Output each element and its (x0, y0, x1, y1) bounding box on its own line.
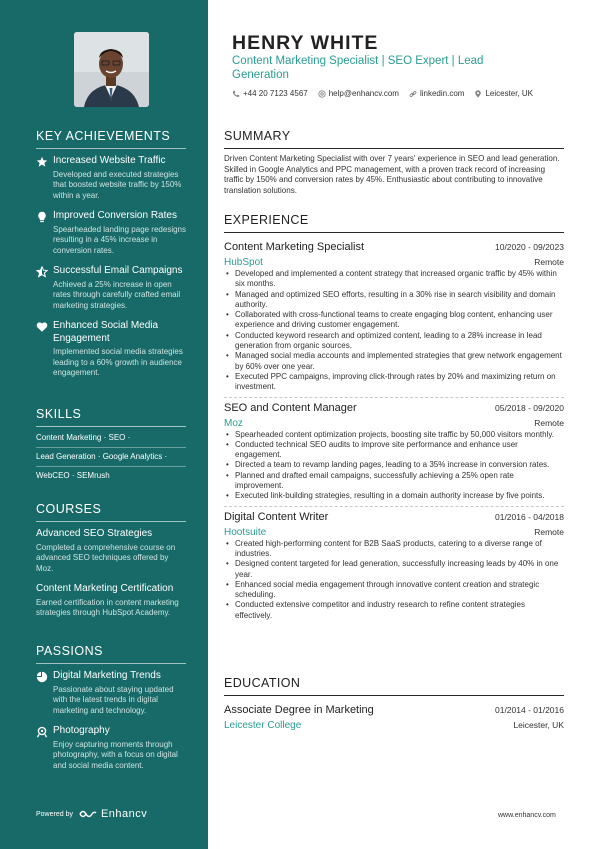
passion-desc: Enjoy capturing moments through photography, with a focus on digital and social media content. (53, 739, 178, 770)
job-entry (224, 402, 564, 507)
bullet-item: • Managed and optimized SEO efforts, resulting in a 30% rise in search visibility and domain authority. (224, 290, 564, 311)
skills-row: Content Marketing · SEO · (36, 429, 186, 448)
skills-title: SKILLS (36, 407, 186, 427)
job-entry (224, 511, 564, 625)
contact-email[interactable] (318, 89, 399, 98)
passion-item (36, 725, 186, 771)
brand-logo (79, 808, 147, 820)
degree-title: Associate Degree in Marketing (224, 704, 374, 716)
skills-row: WebCEO · SEMrush (36, 471, 110, 480)
bullet-item: • Conducted keyword research and optimized content, leading to a 28% increase in lead generation from organic sources. (224, 331, 564, 352)
headline: Content Marketing Specialist | SEO Expert | Lead Generation (232, 55, 484, 81)
link-icon (409, 90, 417, 98)
skills-section (36, 407, 186, 485)
job-location: Remote (534, 257, 564, 267)
chart-icon (36, 671, 48, 683)
job-entry (224, 241, 564, 398)
course-title: Content Marketing Certification (36, 583, 174, 594)
achievements-section (36, 129, 186, 388)
summary-section (224, 129, 564, 196)
course-item (36, 528, 186, 574)
company-name: HubSpot (224, 257, 263, 268)
passion-desc: Passionate about staying updated with the latest trends in digital marketing and technology. (53, 684, 174, 715)
powered-by-label: Powered by (36, 810, 73, 818)
courses-title: COURSES (36, 502, 186, 522)
bullet-item: • Conducted extensive competitor and industry research to refine content strategies effectively. (224, 600, 564, 621)
course-item (36, 583, 186, 619)
passion-title: Photography (53, 725, 110, 736)
summary-text: Driven Content Marketing Specialist with over 7 years' experience in SEO and lead generation. Skilled in Google Analytics and PPC management, with a proven track record of increasing traffic by 150% and conversion rates by 45%. Enthusiastic about contributing to innovative translation solutions. (224, 154, 560, 195)
experience-title: EXPERIENCE (224, 213, 564, 233)
bullet-item: • Planned and drafted email campaigns, successfully achieving a 25% open rate improvement. (224, 471, 564, 492)
job-dates: 01/2016 - 04/2018 (494, 511, 564, 522)
courses-section (36, 502, 186, 628)
achievement-desc: Achieved a 25% increase in open rates through carefully crafted email marketing strategies. (53, 279, 181, 310)
email-text: help@enhancv.com (328, 89, 399, 98)
bullet-item: • Executed PPC campaigns, improving click-through rates by 20% and maximizing return on investment. (224, 372, 564, 393)
achievement-item (36, 155, 186, 201)
location-pin-icon (474, 90, 482, 98)
course-desc: Completed a comprehensive course on advanced SEO techniques offered by Moz. (36, 542, 176, 573)
bullet-item: • Spearheaded content optimization projects, boosting site traffic by 50,000 visitors monthly. (224, 430, 564, 440)
powered-by (36, 808, 147, 820)
brand-name: Enhancv (100, 808, 148, 820)
footer-url[interactable]: www.enhancv.com (498, 812, 556, 819)
achievement-item (36, 265, 186, 311)
bullet-item: • Enhanced social media engagement through innovative content creation and strategic scheduling. (224, 580, 564, 601)
contact-linkedin[interactable] (409, 89, 464, 98)
course-title: Advanced SEO Strategies (36, 528, 153, 539)
job-location: Remote (534, 417, 564, 428)
job-bullets (224, 269, 564, 398)
bullet-item: • Collaborated with cross-functional teams to create engaging blog content, enhancing user experience and driving customer engagement. (224, 310, 564, 331)
bullet-item: • Directed a team to revamp landing pages, leading to a 35% increase in conversion rates. (224, 460, 564, 470)
achievements-title: KEY ACHIEVEMENTS (36, 129, 186, 149)
enhancv-logo-icon (79, 809, 97, 819)
star-icon (36, 156, 48, 168)
achievement-title: Enhanced Social Media Engagement (53, 320, 159, 344)
course-desc: Earned certification in content marketing strategies through HubSpot Academy. (36, 597, 179, 617)
education-title: EDUCATION (224, 676, 564, 696)
passions-title: PASSIONS (36, 644, 186, 664)
education-location: Leicester, UK (513, 720, 564, 730)
job-bullets (224, 430, 564, 507)
achievement-item (36, 210, 186, 256)
job-location: Remote (534, 526, 564, 537)
sidebar (0, 0, 208, 849)
bullet-item: • Designed content targeted for lead generation, successfully increasing leads by 40% in one year. (224, 559, 564, 580)
summary-title: SUMMARY (224, 129, 564, 149)
lightbulb-icon (36, 211, 48, 223)
bullet-item: • Created high-performing content for B2B SaaS products, catering to a diverse range of industries. (224, 539, 564, 560)
achievement-title: Successful Email Campaigns (53, 265, 183, 276)
bullet-item: • Executed link-building strategies, resulting in a domain authority increase by five points. (224, 491, 564, 501)
contact-location (474, 89, 533, 98)
linkedin-text: linkedin.com (419, 89, 465, 98)
job-title: Digital Content Writer (224, 510, 329, 523)
achievement-desc: Implemented social media strategies leading to a 60% growth in audience engagement. (53, 347, 183, 377)
education-dates: 01/2014 - 01/2016 (494, 705, 564, 715)
company-name: Hootsuite (224, 526, 267, 538)
job-title: SEO and Content Manager (224, 401, 357, 414)
bullet-item: • Managed social media accounts and implemented strategies that grew network engagement by 60% over one year. (224, 351, 564, 372)
experience-section (224, 213, 564, 629)
achievement-desc: Developed and executed strategies that boosted website traffic by 150% within a year. (53, 169, 182, 200)
camera-icon (36, 726, 48, 738)
job-dates: 10/2020 - 09/2023 (494, 242, 564, 252)
passion-item (36, 670, 186, 716)
passion-title: Digital Marketing Trends (53, 670, 161, 681)
contact-phone[interactable] (232, 89, 308, 98)
skills-row: Lead Generation · Google Analytics · (36, 448, 186, 467)
company-name: Moz (224, 417, 243, 429)
job-bullets (224, 539, 564, 625)
half-star-icon (36, 266, 48, 278)
location-text: Leicester, UK (485, 89, 534, 98)
candidate-name: HENRY WHITE (232, 32, 379, 54)
achievement-title: Improved Conversion Rates (53, 210, 177, 221)
education-section (224, 676, 564, 731)
bullet-item: • Conducted technical SEO audits to improve site performance and enhance user engagement. (224, 440, 564, 461)
achievement-item (36, 320, 186, 379)
passions-section (36, 644, 186, 780)
contact-bar (232, 89, 533, 98)
achievement-title: Increased Website Traffic (53, 155, 166, 166)
phone-icon (232, 90, 240, 98)
achievement-desc: Spearheaded landing page redesigns resulting in a 45% increase in conversion rates. (53, 224, 186, 255)
school-name: Leicester College (224, 720, 302, 731)
job-dates: 05/2018 - 09/2020 (494, 402, 564, 413)
bullet-item: • Developed and implemented a content strategy that increased organic traffic by 45% within six months. (224, 269, 564, 290)
profile-photo (74, 32, 149, 107)
heart-icon (36, 321, 48, 333)
phone-text: +44 20 7123 4567 (243, 89, 308, 98)
job-title: Content Marketing Specialist (224, 241, 365, 253)
at-icon (318, 90, 326, 98)
